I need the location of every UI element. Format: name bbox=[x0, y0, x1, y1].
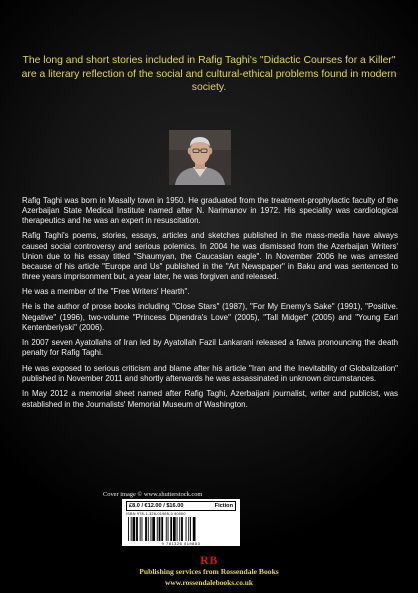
barcode-bar bbox=[152, 517, 155, 541]
bio-paragraph: Rafig Taghi was born in Masally town in 1950. He graduated from the treatment-prophylactic faculty of the Azerbaijan State Medical Institute named after N. Narimanov in 1972. His speciality was cardiological therapeutics and he was an expert in resuscitation. bbox=[22, 196, 398, 226]
author-photo bbox=[169, 130, 231, 185]
cover-image-credit: Cover image © www.shutterstock.com bbox=[103, 491, 203, 498]
barcode-bar bbox=[133, 517, 136, 541]
barcode-graphic bbox=[126, 517, 236, 541]
barcode-bar bbox=[166, 517, 167, 541]
price-row bbox=[126, 501, 236, 511]
publisher-line: Publishing services from Rossendale Books bbox=[139, 567, 279, 576]
barcode-bar bbox=[179, 517, 180, 541]
barcode-bar bbox=[131, 517, 132, 541]
bio-paragraph: In May 2012 a memorial sheet named after Rafig Taghi, Azerbaijani journalist, writer and publicist, was established in the Journalists' Memorial Museum of Washington. bbox=[22, 389, 398, 409]
barcode-bar bbox=[136, 517, 138, 541]
barcode-bar bbox=[173, 517, 176, 541]
barcode-bar bbox=[142, 517, 143, 541]
barcode-bar bbox=[186, 517, 187, 541]
barcode-bar bbox=[161, 517, 163, 541]
barcode-bar bbox=[128, 517, 129, 541]
book-blurb: The long and short stories included in Rafig Taghi's "Didactic Courses for a Killer" are a literary reflection of the social and cultural-ethical problems found in modern society. bbox=[21, 55, 397, 94]
barcode-bar bbox=[145, 517, 147, 541]
barcode-bar bbox=[140, 517, 141, 541]
barcode-bar bbox=[157, 517, 158, 541]
bio-paragraph: Rafig Taghi's poems, stories, essays, articles and sketches published in the mass-media have always caused social controversy and serious polemics. In 2004 he was dismissed from the Azerbaijan Writers' Union due to his essay titled "Shaumyan, the Caucasian eagle". In November 2006 he was arrested because of his article "Europe and Us" published in the "Art Newspaper" in Baku and was sentenced to three years imprisonment but, a year later, he was forgiven and released. bbox=[22, 231, 398, 281]
barcode-bar bbox=[151, 517, 152, 541]
isbn-digits: 9 781326 019853 bbox=[161, 541, 201, 546]
barcode-bars bbox=[126, 517, 236, 541]
barcode-bar bbox=[181, 517, 183, 541]
category-label: Fiction bbox=[214, 503, 233, 509]
barcode-bar bbox=[170, 517, 172, 541]
barcode-bar bbox=[148, 517, 149, 541]
author-portrait-image bbox=[169, 130, 231, 185]
bio-paragraph: He was a member of the "Free Writers' Hearth". bbox=[22, 287, 190, 297]
isbn-barcode-box bbox=[122, 499, 240, 546]
barcode-bar bbox=[188, 517, 189, 541]
barcode-bar bbox=[159, 517, 161, 541]
isbn-top-text: ISBN 978-1-326-01985-3 90000 bbox=[126, 512, 186, 516]
bio-paragraph: He is the author of prose books including "Close Stars" (1987), "For My Enemy's Sake" (1991), "Positive. Negative" (1996), two-volume "Princess Dipendra's Love" (2005), "Tall Midget" (2005) and "Young Earl Kentenberiyski" (2006). bbox=[22, 302, 398, 332]
barcode-bar bbox=[190, 517, 191, 541]
publisher-logo: RB bbox=[200, 553, 218, 567]
barcode-bar bbox=[177, 517, 178, 541]
barcode-bar bbox=[168, 517, 169, 541]
barcode-bar bbox=[193, 517, 196, 541]
bio-paragraph: In 2007 seven Ayatollahs of Iran led by Ayatollah Fazil Lankarani released a fatwa pronouncing the death penalty for Rafig Taghi. bbox=[22, 337, 398, 357]
price-label: £8.0 / €12.00 / $16.00 bbox=[129, 503, 184, 509]
publisher-website: www.rossendalebooks.co.uk bbox=[165, 578, 253, 587]
author-biography bbox=[22, 196, 398, 415]
bio-paragraph: He was exposed to serious criticism and blame after his article "Iran and the Inevitability of Globalization" published in November 2011 and shortly afterwards he was assassinated in unknown circumstances. bbox=[22, 364, 398, 384]
